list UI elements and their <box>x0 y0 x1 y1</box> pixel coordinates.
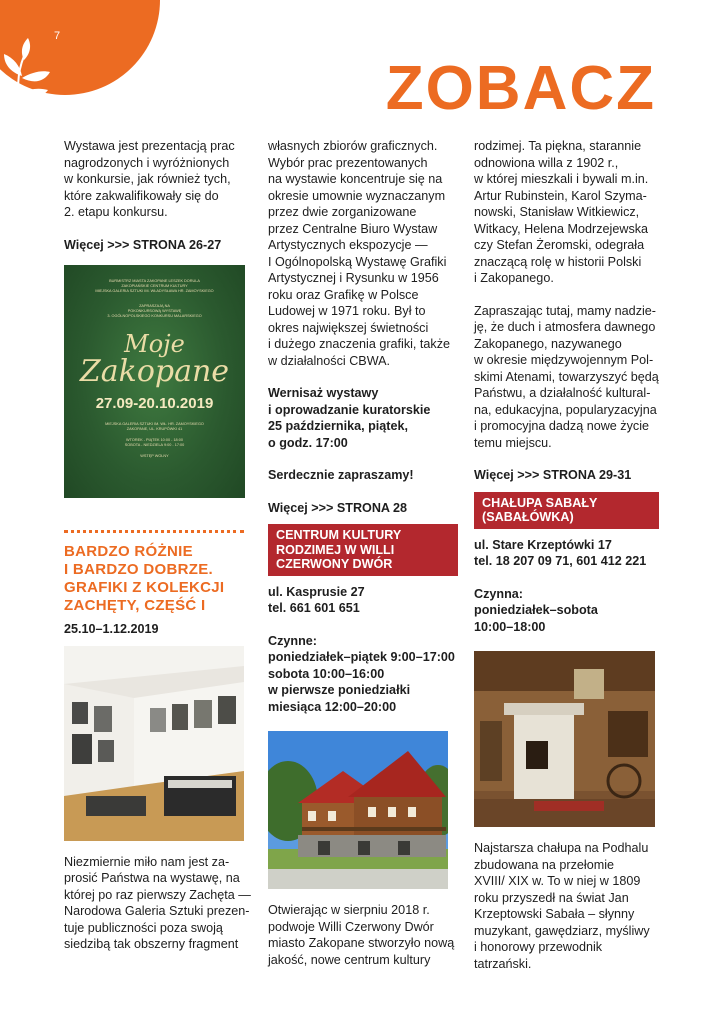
venue-address: ul. Kasprusie 27 tel. 661 601 651 <box>268 584 365 615</box>
exhibition-heading: BARDZO RÓŻNIE I BARDZO DOBRZE. GRAFIKI Z KOLEKCJI ZACHĘTY, CZĘŚĆ I <box>64 543 225 614</box>
poster-organizers: BURMISTRZ MIASTA ZAKOPANE LESZEK DORULA ZAKOPIAŃSKIE CENTRUM KULTURY MIEJSKA GALERIA SZTUKI IM. WŁADYSŁAWA HR. ZAMOYSKIEGO <box>95 279 214 293</box>
exhibition-text: Niezmiernie miło nam jest za- prosić Państwa na wystawę, na której po raz pierwszy Zachęta — Narodowa Galeria Sztuki prezen- tuje publiczności poza swoją siedzibą tak obszerny fragment <box>64 854 251 951</box>
collection-text: własnych zbiorów graficznych. Wybór prac prezentowanych na wystawie koncentruje się na okresie umownie wyznaczanym przez dwie zorganizowane przez Centralne Biuro Wystaw Artystycznych ekspozycje — I Ogólnopolską Wystawę Grafiki Artystycznej i Rysunku w 1956 roku oraz Grafikę w Polsce Ludowej w 1971 roku. Był to okres największej świetności i dużego znaczenia grafiki, także w działalności CBWA. <box>268 139 451 368</box>
section-headline: ZOBACZ <box>385 54 656 123</box>
villa-history-text: rodzimej. Ta piękna, starannie odnowiona willa z 1902 r., w której mieszkali i bywali m.in. Artur Rubinstein, Karol Szyma- nowski, Stanisław Witkiewicz, Witkacy, Helena Modrzejewska czy Stefan Żeromski, odegrała znaczącą rolę w historii Polski i Zakopanego. <box>474 139 649 285</box>
villa-photo <box>268 731 448 889</box>
poster-title-2: Zakopane <box>79 354 230 389</box>
poster-entry: WSTĘP WOLNY <box>140 454 169 458</box>
villa-text: Otwierając w sierpniu 2018 r. podwoje Willi Czerwony Dwór miasto Zakopane stworzyło nową jakość, nowe centrum kultury <box>268 903 455 967</box>
venue-name: CHAŁUPA SABAŁY (SABAŁÓWKA) <box>482 495 598 524</box>
exhibition-dates: 25.10–1.12.2019 <box>64 622 159 636</box>
poster-venue: MIEJSKA GALERIA SZTUKI IM. WŁ. HR. ZAMOYSKIEGO ZAKOPANE, UL. KRUPÓWKI 41 <box>105 422 204 431</box>
cottage-text: Najstarsza chałupa na Podhalu zbudowana na przełomie XVIII/ XIX w. To w niej w 1809 roku przyszedł na świat Jan Krzeptowski Sabała – słynny muzykant, gawędziarz, myśliwy i honorowy przewodnik tatrzański. <box>474 841 650 971</box>
poster-title-1: Moje <box>124 330 185 358</box>
venue-box <box>268 524 458 576</box>
more-link[interactable]: Więcej >>> STRONA 28 <box>268 500 408 515</box>
poster-sponsor-bar <box>64 498 245 512</box>
venue-address: ul. Stare Krzeptówki 17 tel. 18 207 09 71, 601 412 221 <box>474 537 647 568</box>
invitation: Serdecznie zapraszamy! <box>268 468 414 482</box>
intro-text: Wystawa jest prezentacją prac nagrodzonych i wyróżnionych w konkursie, jak również tych, które zakwalifikowały się do 2. etapu konkursu. <box>64 139 235 219</box>
cottage-interior-photo <box>474 651 655 827</box>
column-1 <box>64 138 254 953</box>
more-link[interactable]: Więcej >>> STRONA 26-27 <box>64 237 222 252</box>
gallery-photo <box>64 646 244 841</box>
venue-name: CENTRUM KULTURY RODZIMEJ W WILLI CZERWONY DWÓR <box>276 528 402 571</box>
dotted-divider <box>64 530 244 533</box>
venue-box <box>474 492 659 529</box>
invitation-text: Zapraszając tutaj, mamy nadzie- ję, że duch i atmosfera dawnego Zakopanego, nazywanego w okresie międzywojennym Pol- skimi Atenami, towarzyszyć będą Państwu, a działalność kultural- na, edukacyjna, popularyzacyjna i promocyjna dadzą nowe życie temu miejscu. <box>474 303 659 450</box>
page-number: 7 <box>54 30 61 42</box>
more-link[interactable]: Więcej >>> STRONA 29-31 <box>474 468 632 482</box>
wheat-leaf-icon <box>0 36 60 111</box>
column-3 <box>474 138 659 972</box>
venue-hours: Czynna: poniedziałek–sobota 10:00–18:00 <box>474 586 598 634</box>
exhibition-poster <box>64 265 245 512</box>
poster-invite: ZAPRASZAJĄ NA POKONKURSOWĄ WYSTAWĘ 3. OGÓLNOPOLSKIEGO KONKURSU MALARSKIEGO <box>107 304 202 318</box>
poster-dates: 27.09-20.10.2019 <box>95 395 214 412</box>
venue-hours: Czynne: poniedziałek–piątek 9:00–17:00 sobota 10:00–16:00 w pierwsze poniedziałki miesiąca 12:00–20:00 <box>268 633 455 714</box>
poster-hours: WTOREK - PIĄTEK 10:00 - 18:00 SOBOTA - NIEDZIELA 9:00 - 17:00 <box>124 438 185 447</box>
column-2 <box>268 138 458 968</box>
vernissage-info: Wernisaż wystawy i oprowadzanie kuratorskie 25 października, piątek, o godz. 17:00 <box>268 386 431 450</box>
